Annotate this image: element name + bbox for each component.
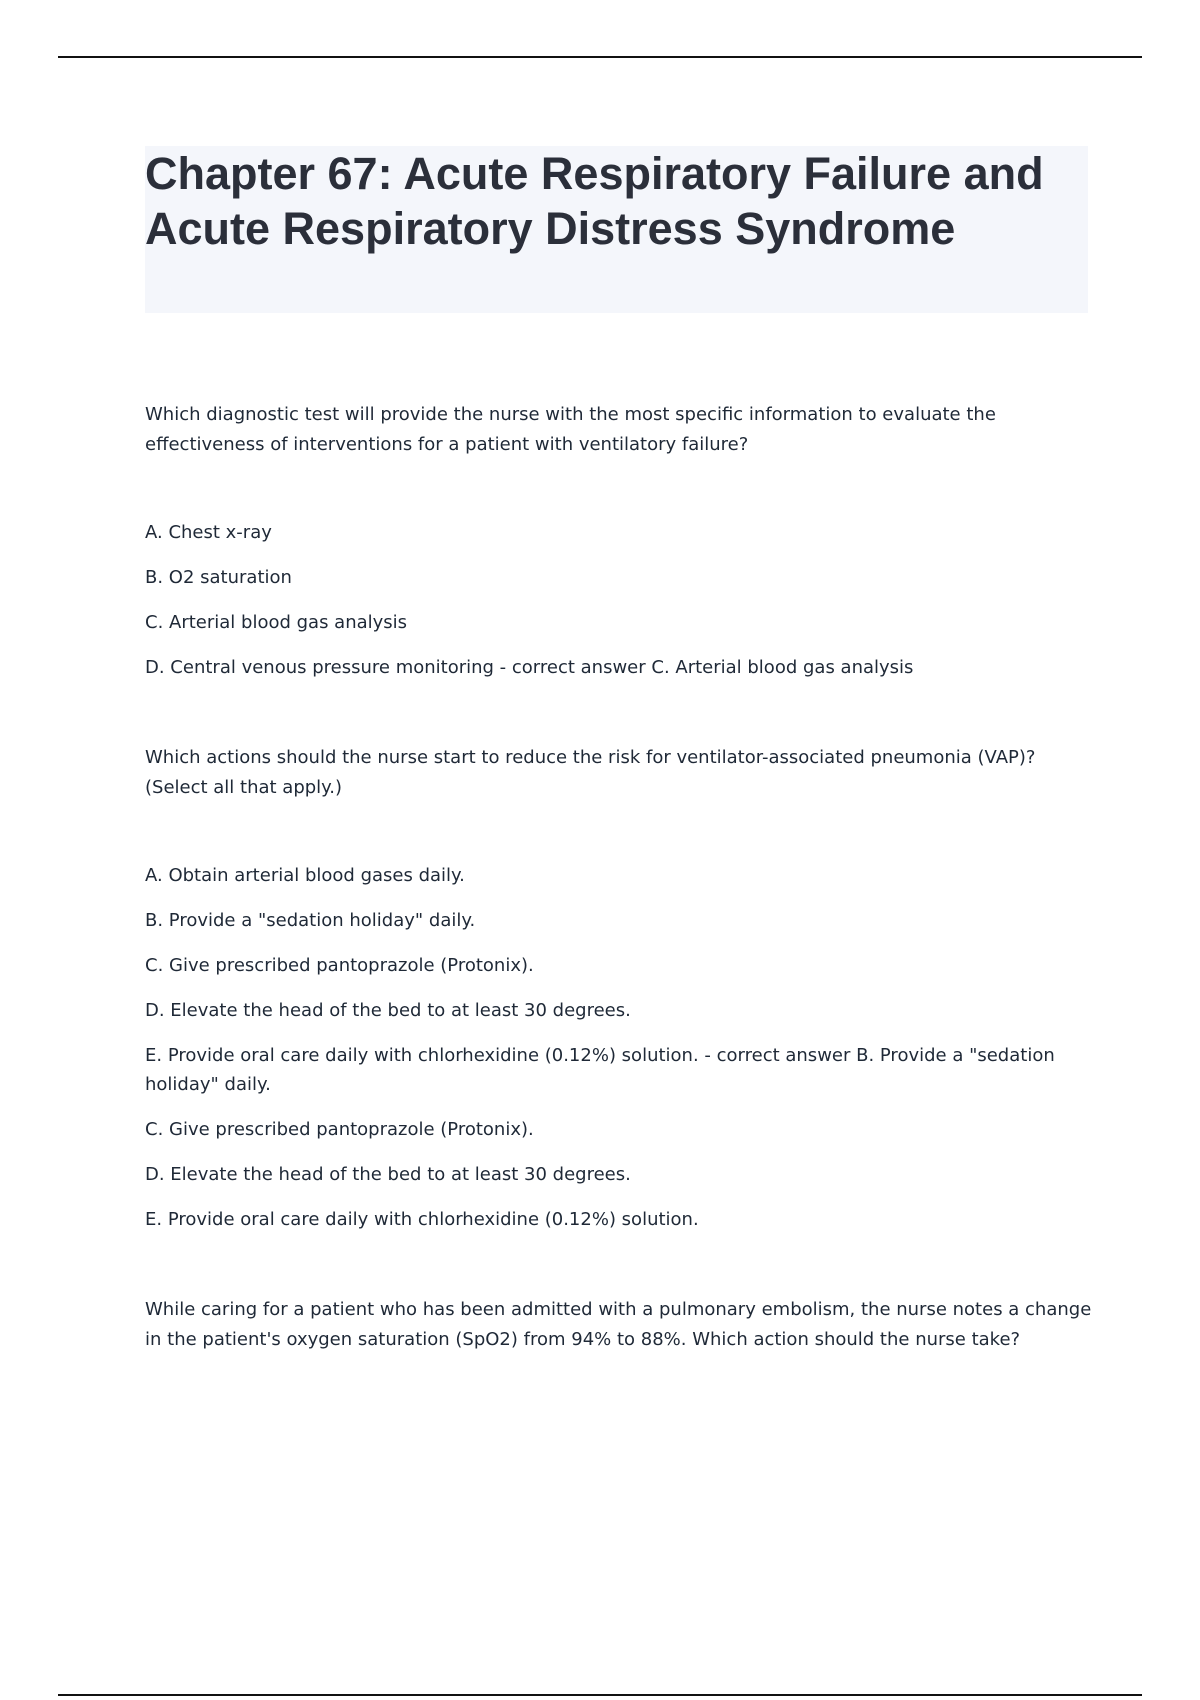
answer-options	[145, 518, 1095, 682]
answer-option: A. Chest x-ray	[145, 522, 272, 543]
bottom-divider	[58, 1694, 1142, 1696]
answer-option-with-key: E. Provide oral care daily with chlorhexidine (0.12%) solution. - correct answer B. Provide a "sedation holiday" daily.	[145, 1045, 1055, 1095]
question-text: Which diagnostic test will provide the nurse with the most specific information to evaluate the effectiveness of interventions for a patient with ventilatory failure?	[145, 404, 996, 455]
question-text: While caring for a patient who has been admitted with a pulmonary embolism, the nurse notes a change in the patient's oxygen saturation (SpO2) from 94% to 88%. Which action should the nurse take?	[145, 1299, 1092, 1350]
answer-option: C. Give prescribed pantoprazole (Protonix).	[145, 955, 534, 976]
answer-option: B. Provide a "sedation holiday" daily.	[145, 910, 476, 931]
question-list	[145, 400, 1095, 1355]
answer-option: C. Give prescribed pantoprazole (Protonix).	[145, 1119, 534, 1140]
answer-option: D. Elevate the head of the bed to at least 30 degrees.	[145, 1000, 631, 1021]
question-text: Which actions should the nurse start to reduce the risk for ventilator-associated pneumonia (VAP)? (Select all that apply.)	[145, 747, 1036, 798]
answer-option: D. Elevate the head of the bed to at least 30 degrees.	[145, 1164, 631, 1185]
answer-options	[145, 861, 1095, 1234]
top-divider	[58, 56, 1142, 58]
question-block-3	[145, 1295, 1095, 1355]
answer-option: B. O2 saturation	[145, 567, 292, 588]
answer-option-with-key: D. Central venous pressure monitoring - correct answer C. Arterial blood gas analysis	[145, 657, 914, 678]
answer-option: C. Arterial blood gas analysis	[145, 612, 408, 633]
answer-option: A. Obtain arterial blood gases daily.	[145, 865, 465, 886]
document-title: Chapter 67: Acute Respiratory Failure and Acute Respiratory Distress Syndrome	[145, 148, 1044, 254]
question-block-1	[145, 400, 1095, 682]
answer-option: E. Provide oral care daily with chlorhexidine (0.12%) solution.	[145, 1209, 699, 1230]
question-block-2	[145, 743, 1095, 1234]
title-banner	[145, 146, 1088, 313]
